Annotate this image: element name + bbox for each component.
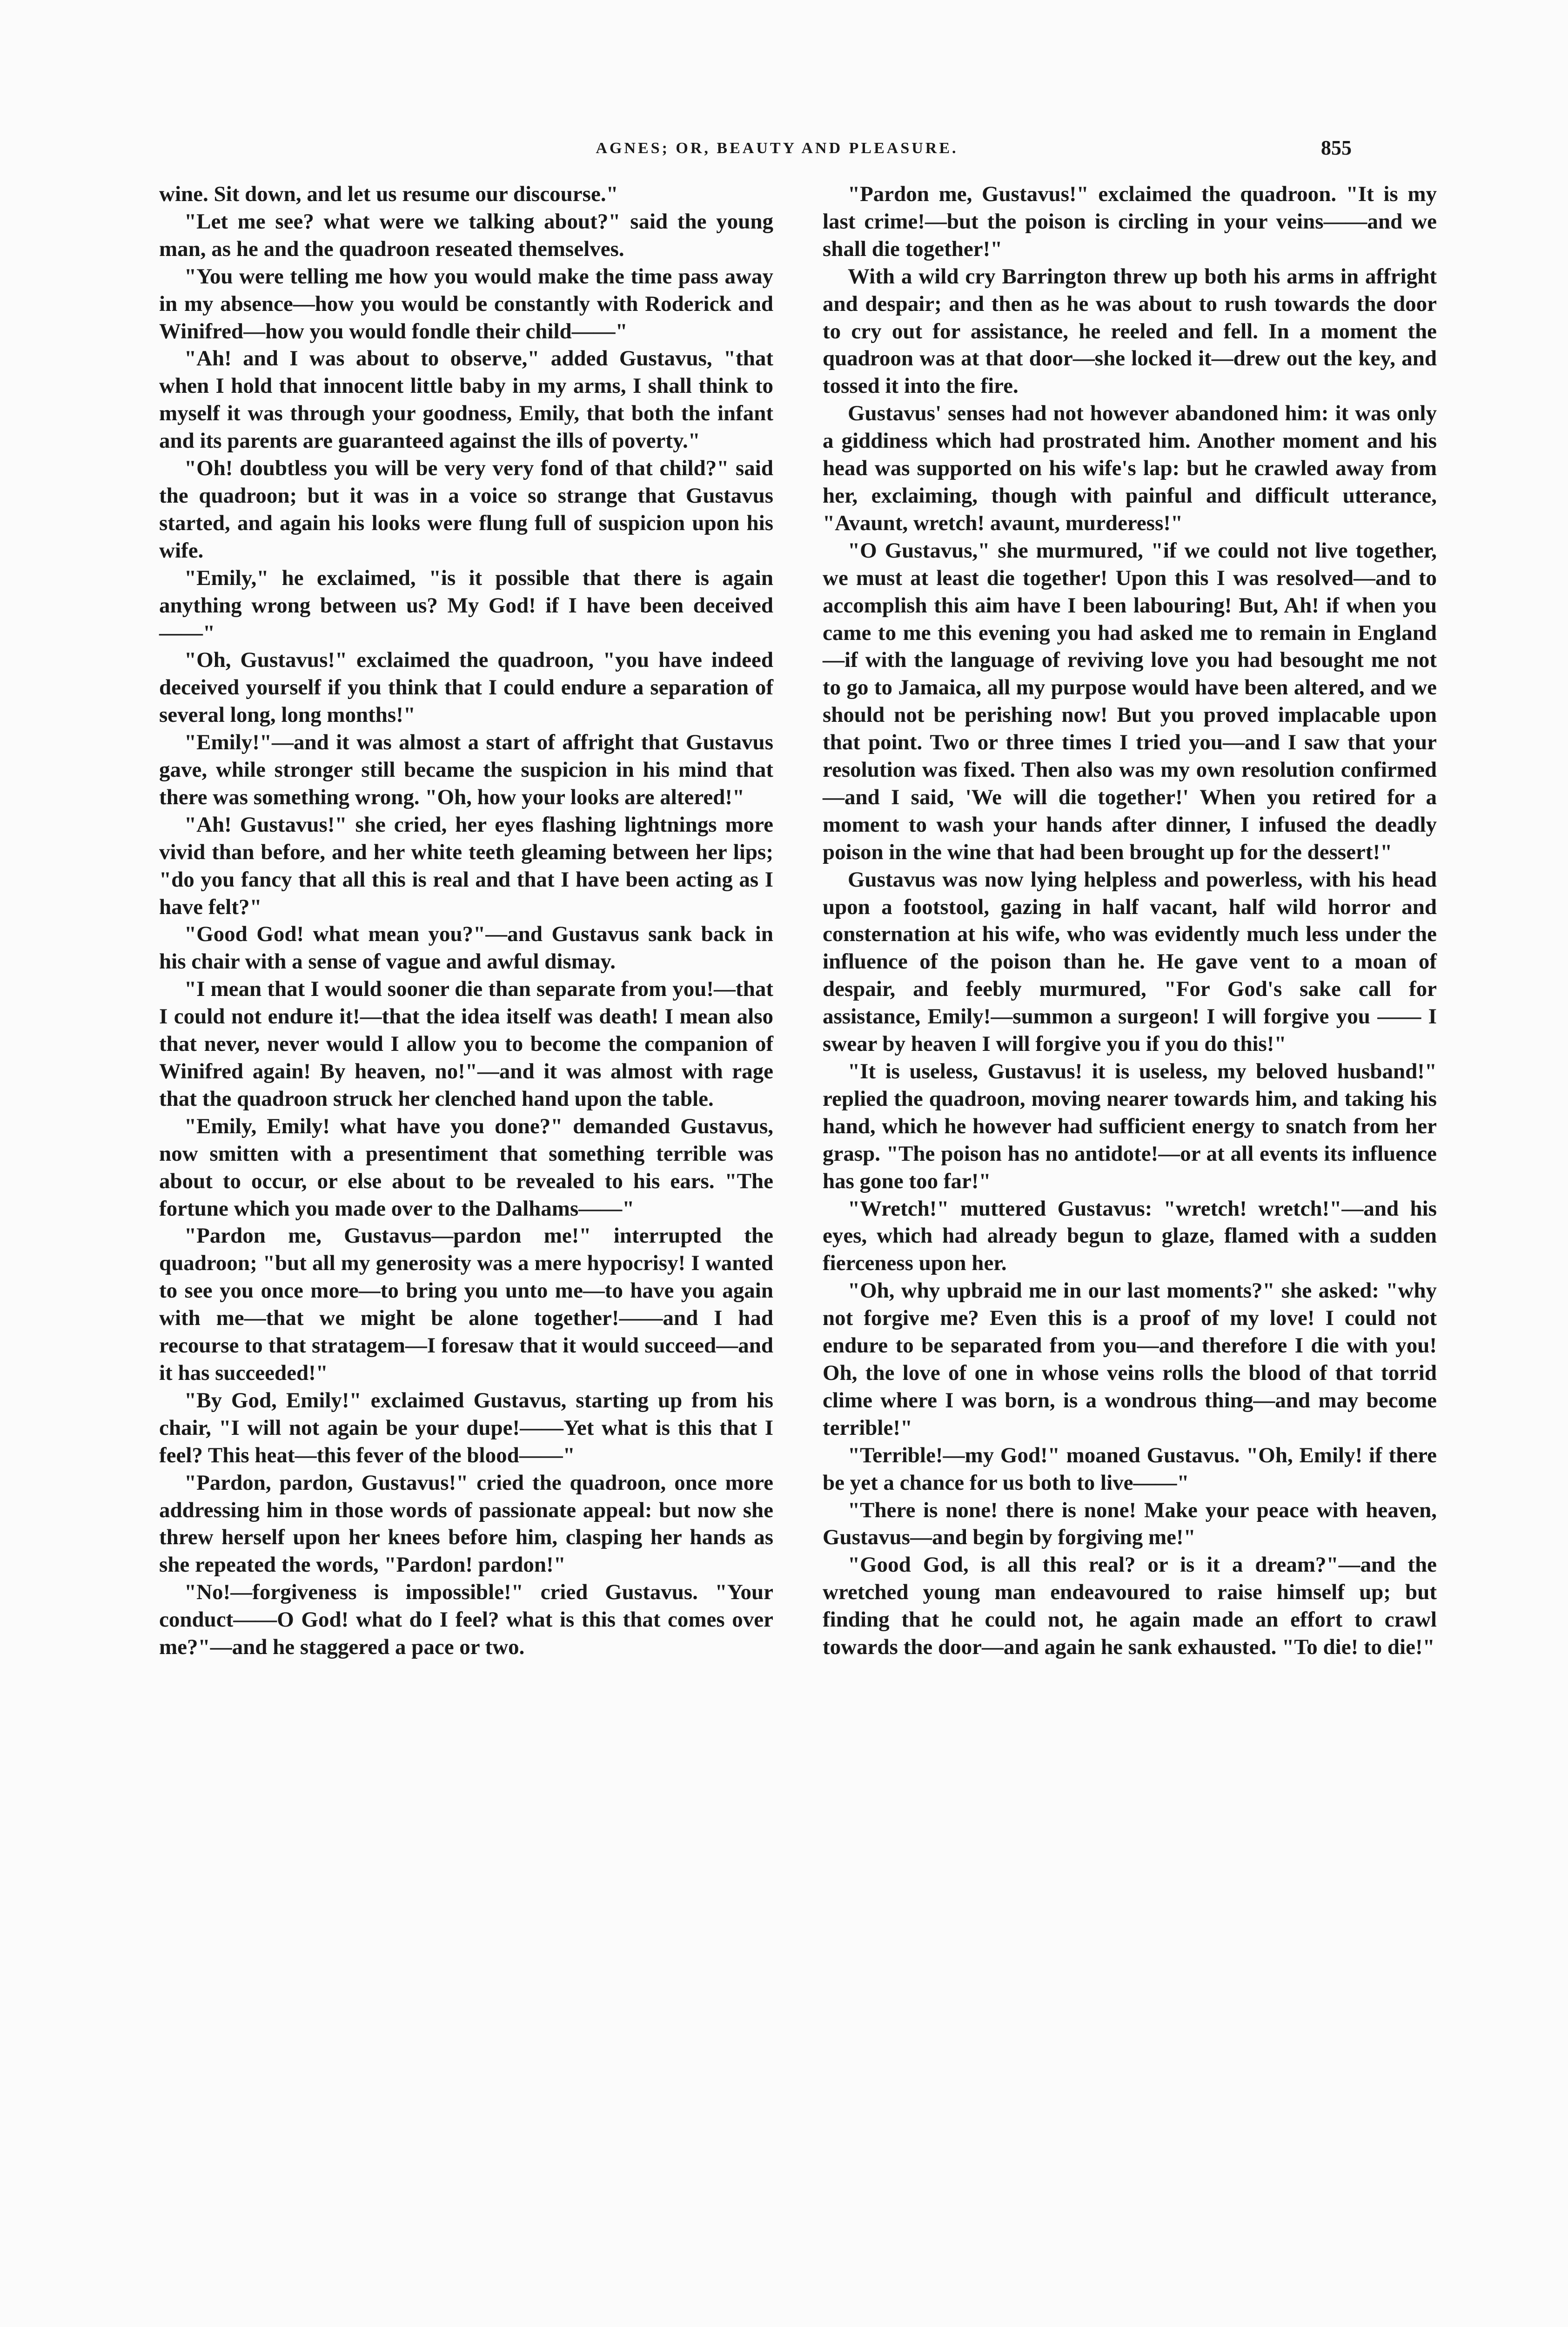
paragraph: "It is useless, Gustavus! it is useless, my beloved husband!" replied the quadroon, moving nearer towards him, and taking his hand, which he however had sufficient energy to snatch from her grasp. "The poison has no antidote!—or at all events its influence has gone too far!" [823, 1059, 1437, 1193]
paragraph: "Pardon me, Gustavus—pardon me!" interrupted the quadroon; "but all my generosity was a mere hypocrisy! I wanted to see you once more—to bring you unto me—to have you again with me—that we might be alone together!——and I had recourse to that stratagem—I foresaw that it would succeed—and it has succeeded!" [159, 1224, 773, 1385]
paragraph: "Oh! doubtless you will be very very fond of that child?" said the quadroon; but it was in a voice so strange that Gustavus started, and again his looks were flung full of suspicion upon his wife. [159, 456, 773, 563]
paragraph: "Emily!"—and it was almost a start of affright that Gustavus gave, while stronger still became the suspicion in his mind that there was something wrong. "Oh, how your looks are altered!" [159, 730, 773, 809]
paragraph: wine. Sit down, and let us resume our discourse." [159, 182, 618, 206]
paragraph: "There is none! there is none! Make your peace with heaven, Gustavus—and begin by forgiving me!" [823, 1498, 1437, 1550]
paragraph: "Good God! what mean you?"—and Gustavus sank back in his chair with a sense of vague and awful dismay. [159, 922, 773, 974]
paragraph: "By God, Emily!" exclaimed Gustavus, starting up from his chair, "I will not again be your dupe!——Yet what is this that I feel? This heat—this fever of the blood——" [159, 1388, 773, 1467]
paragraph: "You were telling me how you would make the time pass away in my absence—how you would be constantly with Roderick and Winifred—how you would fondle their child——" [159, 264, 773, 343]
paragraph: "Ah! and I was about to observe," added Gustavus, "that when I hold that innocent little baby in my arms, I shall think to myself it was through your goodness, Emily, that both the infant and its parents are guaranteed against the ills of poverty." [159, 346, 773, 453]
paragraph: "Oh, why upbraid me in our last moments?" she asked: "why not forgive me? Even this is a proof of my love! I could not endure to be separated from you—and therefore I die with you! Oh, the love of one in whose veins rolls the blood of that torrid clime where I was born, is a wondrous thing—and may become terrible!" [823, 1278, 1437, 1440]
paragraph: "Pardon, pardon, Gustavus!" cried the quadroon, once more addressing him in those words of passionate appeal: but now she threw herself upon her knees before him, clasping her hands as she repeated the words, "Pardon! pardon!" [159, 1470, 773, 1577]
paragraph: "Wretch!" muttered Gustavus: "wretch! wretch!"—and his eyes, which had already begun to glaze, flamed with a sudden fierceness upon her. [823, 1196, 1437, 1276]
paragraph: Gustavus was now lying helpless and powerless, with his head upon a footstool, gazing in half vacant, half wild horror and consternation at his wife, who was evidently much less under the influence of the poison than he. He gave vent to a moan of despair, and feebly murmured, "For God's sake call for assistance, Emily!—summon a surgeon! I will forgive you —— I swear by heaven I will forgive you if you do this!" [823, 867, 1437, 1056]
paragraph: "Oh, Gustavus!" exclaimed the quadroon, "you have indeed deceived yourself if you think that I could endure a separation of several long, long months!" [159, 648, 773, 727]
paragraph: "Terrible!—my God!" moaned Gustavus. "Oh, Emily! if there be yet a chance for us both to live——" [823, 1443, 1437, 1495]
left-column [159, 181, 773, 1661]
paragraph: "I mean that I would sooner die than separate from you!—that I could not endure it!—that the idea itself was death! I mean also that never, never would I allow you to become the companion of Winifred again! By heaven, no!"—and it was almost with rage that the quadroon struck her clenched hand upon the table. [159, 977, 773, 1111]
paragraph: "O Gustavus," she murmured, "if we could not live together, we must at least die together! Upon this I was resolved—and to accomplish this aim have I been labouring! But, Ah! if when you came to me this evening you had asked me to remain in England—if with the language of reviving love you had besought me not to go to Jamaica, all my purpose would have been altered, and we should not be perishing now! But you proved implacable upon that point. Two or three times I tried you—and I saw that your resolution was fixed. Then also was my own resolution confirmed—and I said, 'We will die together!' When you retired for a moment to wash your hands after dinner, I infused the deadly poison in the wine that had been brought up for the dessert!" [823, 538, 1437, 864]
paragraph: "Good God, is all this real? or is it a dream?"—and the wretched young man endeavoured to raise himself up; but finding that he could not, he again made an effort to crawl towards the door—and again he sank exhausted. "To die! to die!" [823, 1553, 1437, 1660]
paragraph: "Pardon me, Gustavus!" exclaimed the quadroon. "It is my last crime!—but the poison is circling in your veins——and we shall die together!" [823, 182, 1437, 261]
paragraph: "Ah! Gustavus!" she cried, her eyes flashing lightnings more vivid than before, and her white teeth gleaming between her lips; "do you fancy that all this is real and that I have been acting as I have felt?" [159, 812, 773, 919]
running-title: AGNES; OR, BEAUTY AND PLEASURE. [596, 140, 958, 157]
page-number: 855 [1321, 136, 1352, 159]
paragraph: "No!—forgiveness is impossible!" cried Gustavus. "Your conduct——O God! what do I feel? what is this that comes over me?"—and he staggered a pace or two. [159, 1580, 773, 1660]
paragraph: "Emily, Emily! what have you done?" demanded Gustavus, now smitten with a presentiment that something terrible was about to occur, or else about to be revealed to his ears. "The fortune which you made over to the Dalhams——" [159, 1114, 773, 1221]
paragraph: With a wild cry Barrington threw up both his arms in affright and despair; and then as he was about to rush towards the door to cry out for assistance, he reeled and fell. In a moment the quadroon was at that door—she locked it—drew out the key, and tossed it into the fire. [823, 264, 1437, 398]
paragraph: "Emily," he exclaimed, "is it possible that there is again anything wrong between us? My God! if I have been deceived——" [159, 565, 773, 645]
paragraph: Gustavus' senses had not however abandoned him: it was only a giddiness which had prostrated him. Another moment and his head was supported on his wife's lap: but he crawled away from her, exclaiming, though with painful and difficult utterance, "Avaunt, wretch! avaunt, murderess!" [823, 401, 1437, 535]
right-column [823, 181, 1437, 1661]
paragraph: "Let me see? what were we talking about?" said the young man, as he and the quadroon reseated themselves. [159, 209, 773, 261]
